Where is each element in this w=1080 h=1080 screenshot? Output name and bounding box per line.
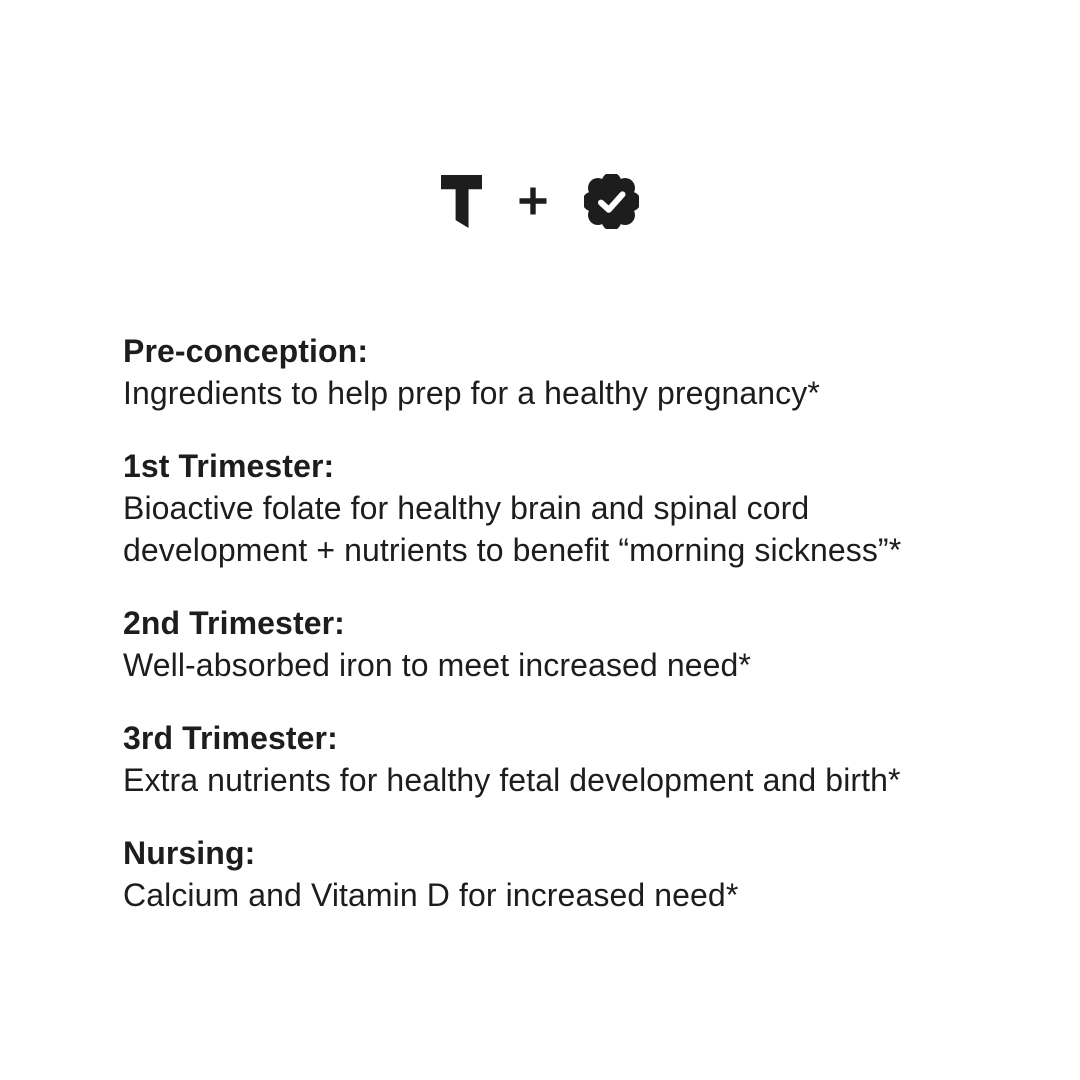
section-heading: Nursing: [123, 835, 256, 871]
benefits-list [123, 330, 1030, 916]
section-pre-conception [123, 330, 1030, 414]
section-body-line: Calcium and Vitamin D for increased need* [123, 877, 739, 913]
section-heading: 2nd Trimester: [123, 605, 345, 641]
section-body-line: Extra nutrients for healthy fetal development and birth* [123, 762, 901, 798]
section-body-line: development + nutrients to benefit “morning sickness”* [123, 532, 902, 568]
section-3rd-trimester [123, 717, 1030, 801]
section-body-line: Bioactive folate for healthy brain and spinal cord [123, 490, 810, 526]
section-1st-trimester [123, 445, 1030, 571]
section-2nd-trimester [123, 602, 1030, 686]
section-nursing [123, 832, 1030, 916]
section-body-line: Ingredients to help prep for a healthy pregnancy* [123, 375, 820, 411]
plus-icon [518, 186, 548, 216]
logo-lockup [0, 173, 1080, 229]
section-body-line: Well-absorbed iron to meet increased need* [123, 647, 751, 683]
section-heading: 3rd Trimester: [123, 720, 338, 756]
verified-badge-icon [584, 174, 639, 229]
brand-letter-t-icon [441, 175, 483, 228]
section-heading: 1st Trimester: [123, 448, 335, 484]
section-heading: Pre-conception: [123, 333, 369, 369]
